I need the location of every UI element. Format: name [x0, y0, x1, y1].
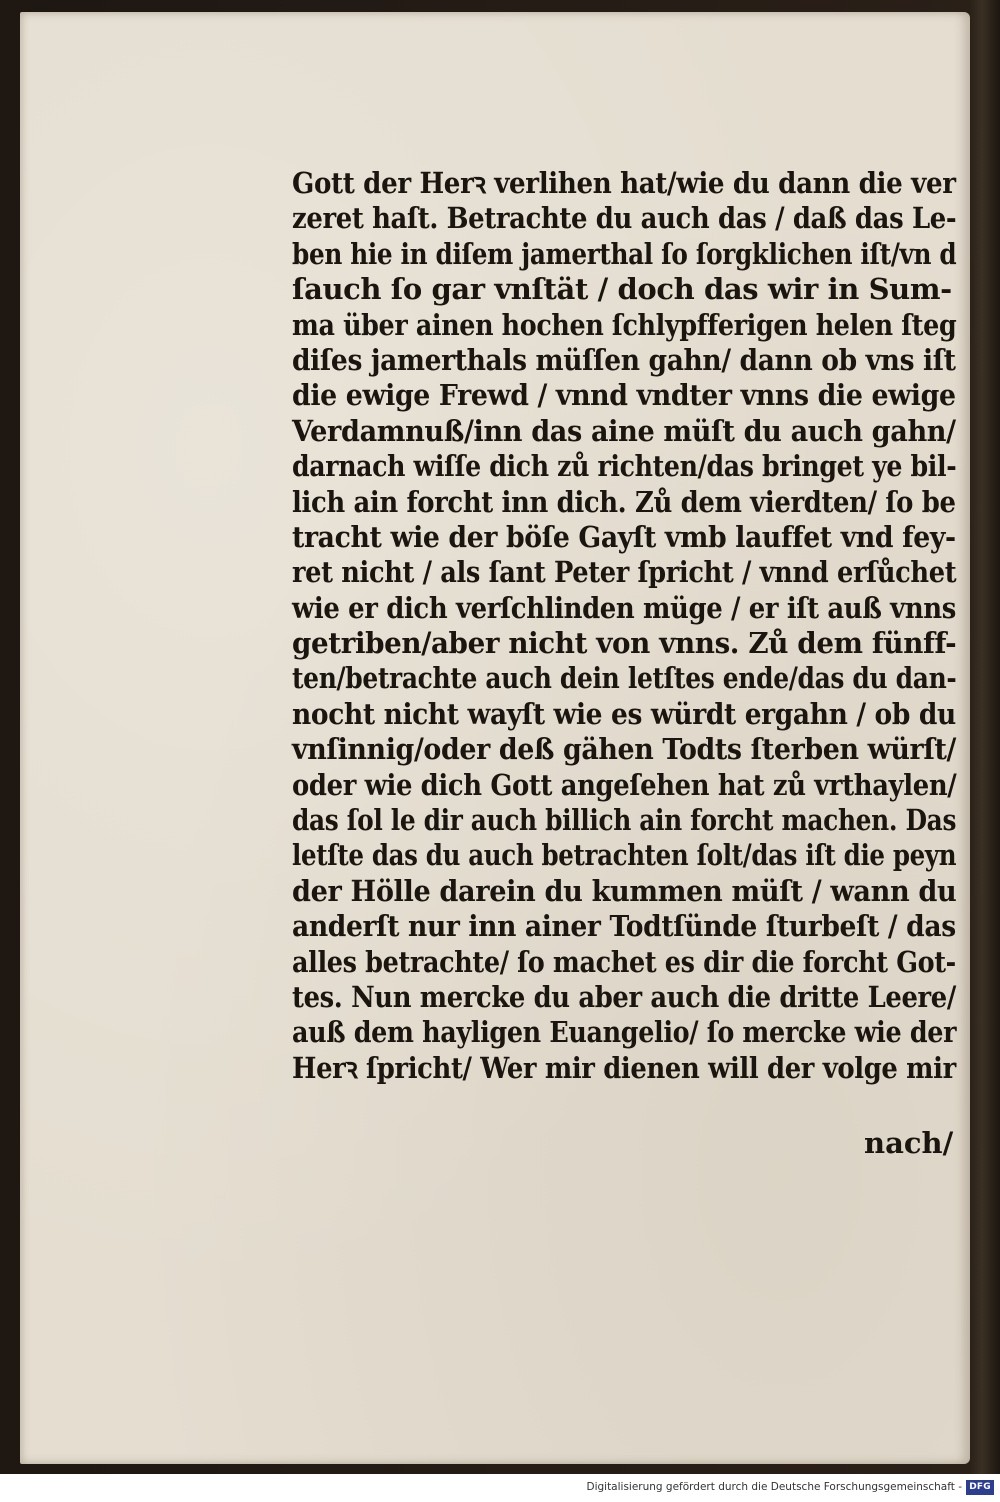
- text-line: anderſt nur inn ainer Todtſünde ſturbeſt / das: [292, 909, 956, 944]
- text-line: Verdamnuß/inn das aine müſt du auch gahn/: [292, 413, 956, 448]
- footer-bar: [0, 1474, 1000, 1502]
- dfg-logo: DFG: [966, 1480, 994, 1495]
- text-line: ten/betrachte auch dein letſtes ende/das du dan-: [292, 661, 957, 696]
- text-line: alles betrachte/ ſo machet es dir die forcht Got-: [292, 944, 956, 979]
- text-line: vnſinnig/oder deß gähen Todts ſterben würſt/: [292, 732, 956, 767]
- catchword: nach/: [864, 1126, 954, 1160]
- text-line: tes. Nun mercke du aber auch die dritte Leere/: [292, 979, 956, 1014]
- text-line: der Hölle darein du kummen müſt / wann du: [292, 873, 957, 908]
- text-line: oder wie dich Gott angeſehen hat zů vrthaylen/: [292, 767, 957, 802]
- text-line: ma über ainen hochen ſchlypfferigen helen ſteg: [292, 307, 957, 342]
- text-line: letſte das du auch betrachten ſolt/das iſt die peyn: [292, 838, 957, 873]
- funding-credit: Digitalisierung gefördert durch die Deutsche Forschungsgemeinschaft -: [586, 1481, 962, 1493]
- book-binding-edge: [970, 0, 1000, 1474]
- text-line: auß dem hayligen Euangelio/ ſo mercke wie der: [292, 1015, 957, 1050]
- text-line: das ſol le dir auch billich ain forcht machen. Das: [292, 803, 957, 838]
- text-line: zeret haſt. Betrachte du auch das / daß das Le-: [292, 201, 957, 236]
- text-line: diſes jamerthals müſſen gahn/ dann ob vns iſt: [292, 342, 956, 377]
- text-line: getriben/aber nicht von vnns. Zů dem fünff-: [292, 626, 957, 661]
- text-line: Herꝛ ſpricht/ Wer mir dienen will der volge mir: [292, 1050, 956, 1085]
- text-line: ben hie in diſem jamerthal ſo ſorgklichen iſt/vn d: [292, 236, 957, 271]
- text-line: Gott der Herꝛ verlihen hat/wie du dann die ver: [292, 166, 956, 200]
- page-text-block: [292, 166, 964, 1086]
- text-line: wie er dich verſchlinden müge / er iſt auß vnns: [292, 590, 956, 625]
- text-line: ſauch ſo gar vnſtät / doch das wir in Sum-: [292, 272, 952, 307]
- text-line: darnach wiſſe dich zů richten/das bringet ye bil-: [292, 449, 957, 484]
- text-line: nocht nicht wayſt wie es würdt ergahn / ob du: [292, 696, 956, 731]
- text-line: lich ain forcht inn dich. Zů dem vierdten/ ſo be: [292, 484, 956, 519]
- text-line: tracht wie der böſe Gayſt vmb lauffet vnd fey-: [292, 519, 956, 554]
- text-line: die ewige Frewd / vnnd vndter vnns die ewige: [292, 378, 956, 413]
- text-line: ret nicht / als ſant Peter ſpricht / vnnd erſůchet: [292, 555, 957, 590]
